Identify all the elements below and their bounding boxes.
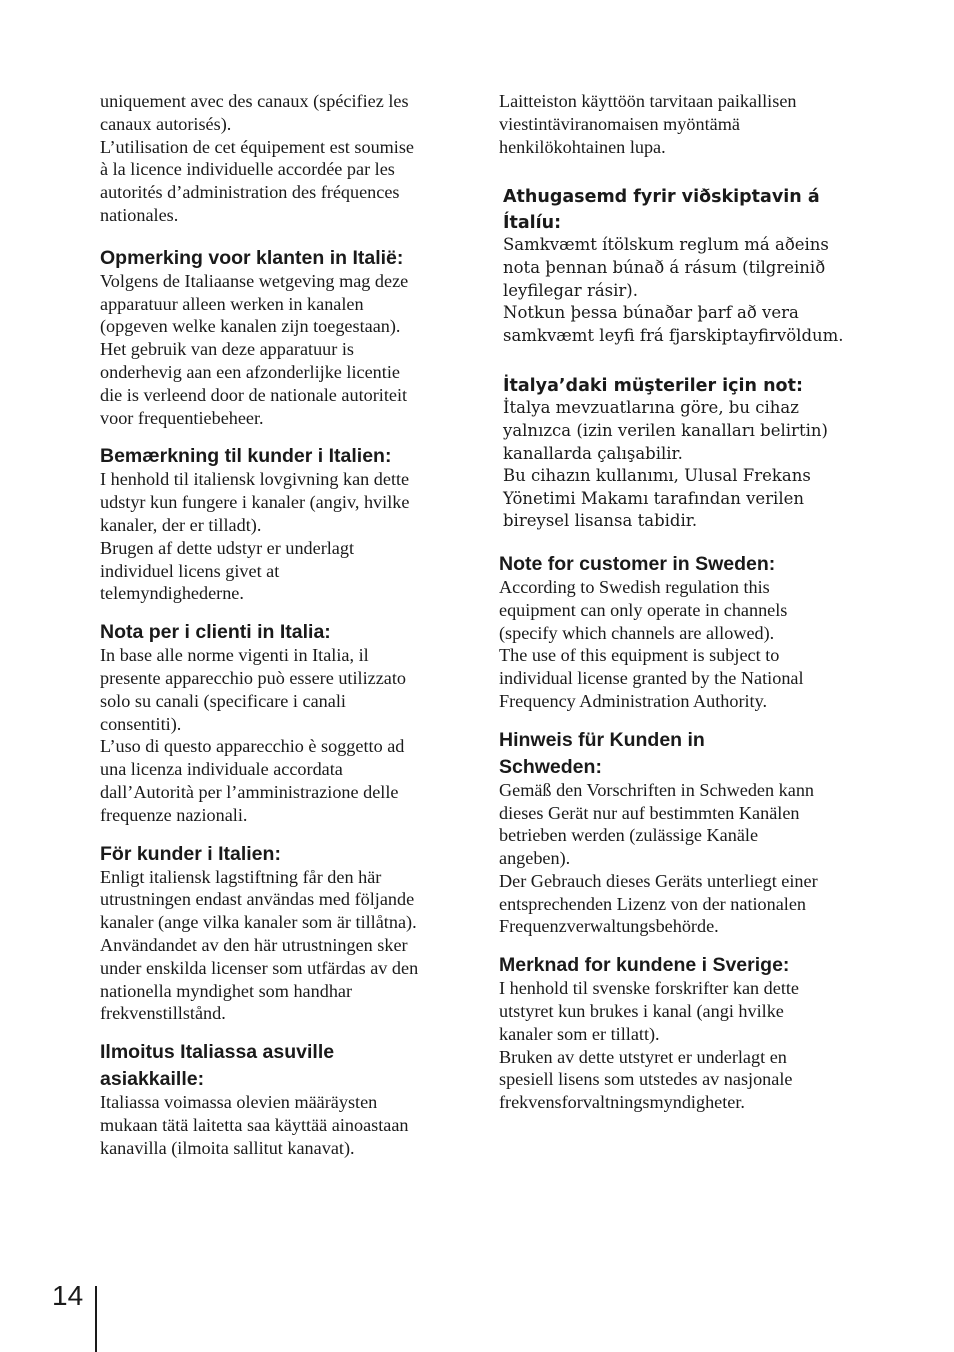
section-heading-italian: Nota per i clienti in Italia: (100, 621, 331, 644)
left-column (100, 90, 460, 1159)
section-heading-norwegian: Merknad for kundene i Sverige: (499, 954, 790, 977)
section-heading-english: Note for customer in Sweden: (499, 552, 776, 575)
page-number-divider (95, 1286, 97, 1352)
section-body-german: Gemäß den Vorschriften in Schweden kann dieses Gerät nur auf bestimmten Kanälen betrieben werden (zulässige Kanäle angeben). Der Gebrauch dieses Geräts unterliegt einer entsprechenden Lizenz von der nationalen Frequenzverwaltungsbehörde. (499, 779, 818, 937)
section-heading-swedish: För kunder i Italien: (100, 842, 281, 865)
section-body-norwegian: I henhold til svenske forskrifter kan dette utstyret kun brukes i kanal (angi hvilke kanaler som er tillatt). Bruken av dette utstyret er underlagt en spesiell lisens som utstedes av nasjonale frekvensforvaltningsmyndigheter. (499, 978, 800, 1113)
section-heading-finnish: Ilmoitus Italiassa asuville asiakkaille: (100, 1041, 335, 1091)
section-body-italian: In base alle norme vigenti in Italia, il presente apparecchio può essere utilizzato solo su canali (specificare i canali consentiti). L’uso di questo apparecchio è soggetto ad una licenza individuale accordata dall’Autorità per l’amministrazione delle frequenze nazionali. (100, 645, 407, 825)
section-body-finnish: Italiassa voimassa olevien määräysten mukaan tätä laitetta saa käyttää ainoastaan kanavilla (ilmoita sallitut kanavat). (100, 1092, 409, 1158)
section-body-dutch: Volgens de Italiaanse wetgeving mag deze apparatuur alleen werken in kanalen (opgeven welke kanalen zijn toegestaan). Het gebruik van deze apparatuur is onderhevig aan een afzonderlijke licentie die is verleend door de nationale autoriteit voor frequentiebeheer. (100, 270, 409, 428)
section-heading-turkish: İtalya’daki müşteriler için not: (503, 376, 803, 397)
intro-paragraph-finnish-cont: Laitteiston käyttöön tarvitaan paikallisen viestintäviranomaisen myöntämä henkilökohtainen lupa. (499, 91, 797, 157)
section-body-english: According to Swedish regulation this equipment can only operate in channels (specify which channels are allowed). The use of this equipment is subject to individual license granted by the National Frequency Administration Authority. (499, 576, 804, 711)
section-heading-danish: Bemærkning til kunder i Italien: (100, 445, 392, 468)
intro-paragraph: uniquement avec des canaux (spécifiez les canaux autorisés). L’utilisation de cet équipement est soumise à la licence individuelle accordée par les autorités d’administration des fréquences nationales. (100, 91, 415, 225)
section-body-icelandic: Samkvæmt ítölskum reglum má aðeins nota þennan búnað á rásum (tilgreinið leyfilegar rásir). Notkun þessa búnaðar þarf að vera samkvæmt leyfi frá fjarskiptayfirvöldum. (503, 235, 844, 345)
page-number: 14 (52, 1280, 84, 1311)
section-heading-dutch: Opmerking voor klanten in Italië: (100, 246, 404, 269)
section-body-danish: I henhold til italiensk lovgivning kan dette udstyr kun fungere i kanaler (angiv, hvilke kanaler, der er tilladt). Brugen af dette udstyr er underlagt individuel licens givet at telemyndighederne. (100, 469, 410, 604)
section-body-swedish: Enligt italiensk lagstiftning får den här utrustningen endast användas med följande kanaler (ange vilka kanaler som är tillåtna). Användandet av den här utrustningen sker under enskilda licenser som utfärdas av den nationella myndighet som handhar frekvenstillstånd. (100, 866, 419, 1024)
right-column (499, 90, 859, 1114)
section-body-turkish: İtalya mevzuatlarına göre, bu cihaz yalnızca (izin verilen kanalları belirtin) kanallarda çalışabilir. Bu cihazın kullanımı, Ulusal Frekans Yönetimi Makamı tarafından verilen bireysel lisansa tabidir. (503, 398, 828, 531)
section-heading-german: Hinweis für Kunden in Schweden: (499, 728, 705, 778)
section-heading-icelandic: Athugasemd fyrir viðskiptavin á Ítalíu: (503, 187, 820, 234)
